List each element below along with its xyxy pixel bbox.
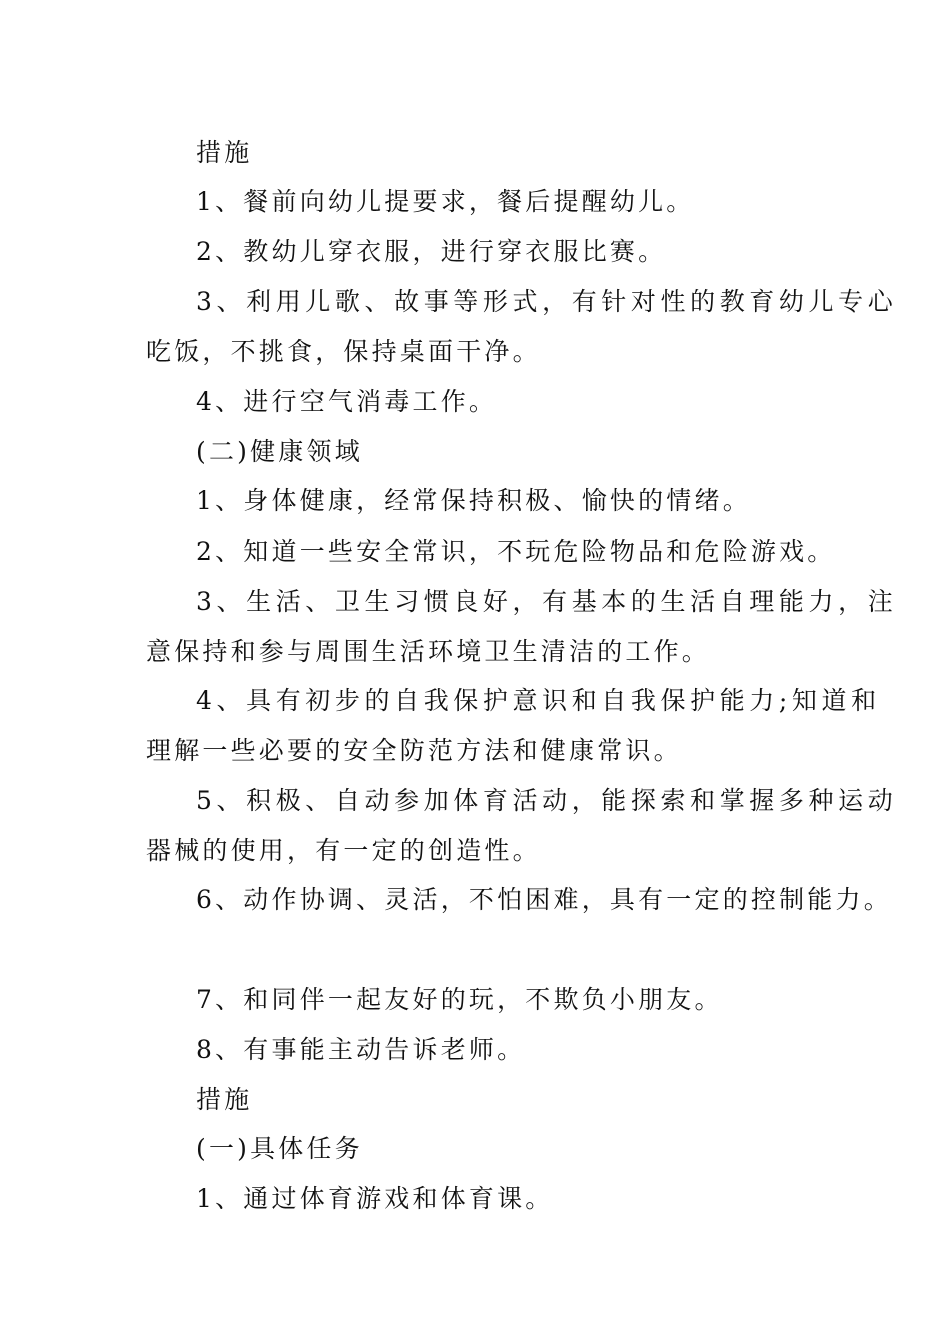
paragraph-line: 7、和同伴一起友好的玩，不欺负小朋友。 bbox=[196, 985, 723, 1014]
paragraph-line: 1、通过体育游戏和体育课。 bbox=[196, 1184, 554, 1213]
section-heading-measures: 措施 bbox=[196, 1085, 253, 1114]
paragraph-line: 理解一些必要的安全防范方法和健康常识。 bbox=[146, 736, 682, 765]
paragraph-line: 2、知道一些安全常识，不玩危险物品和危险游戏。 bbox=[196, 537, 836, 566]
paragraph-line: 1、餐前向幼儿提要求，餐后提醒幼儿。 bbox=[196, 187, 695, 216]
paragraph-line: 6、动作协调、灵活，不怕困难，具有一定的控制能力。 bbox=[196, 885, 892, 914]
section-heading-health: (二)健康领域 bbox=[196, 437, 363, 466]
section-heading-specific-tasks: (一)具体任务 bbox=[196, 1134, 363, 1163]
paragraph-line: 8、有事能主动告诉老师。 bbox=[196, 1035, 526, 1064]
paragraph-line: 4、具有初步的自我保护意识和自我保护能力;知道和 bbox=[196, 686, 881, 715]
paragraph-line: 2、教幼儿穿衣服，进行穿衣服比赛。 bbox=[196, 237, 667, 266]
paragraph-line: 4、进行空气消毒工作。 bbox=[196, 387, 498, 416]
section-heading-measures: 措施 bbox=[196, 138, 253, 167]
paragraph-line: 5、积极、自动参加体育活动，能探索和掌握多种运动 bbox=[196, 786, 898, 815]
paragraph-line: 吃饭，不挑食，保持桌面干净。 bbox=[146, 337, 541, 366]
paragraph-line: 器械的使用，有一定的创造性。 bbox=[146, 836, 541, 865]
paragraph-line: 3、生活、卫生习惯良好，有基本的生活自理能力，注 bbox=[196, 587, 898, 616]
paragraph-line: 3、利用儿歌、故事等形式，有针对性的教育幼儿专心 bbox=[196, 287, 898, 316]
paragraph-line: 1、身体健康，经常保持积极、愉快的情绪。 bbox=[196, 486, 751, 515]
paragraph-line: 意保持和参与周围生活环境卫生清洁的工作。 bbox=[146, 637, 711, 666]
